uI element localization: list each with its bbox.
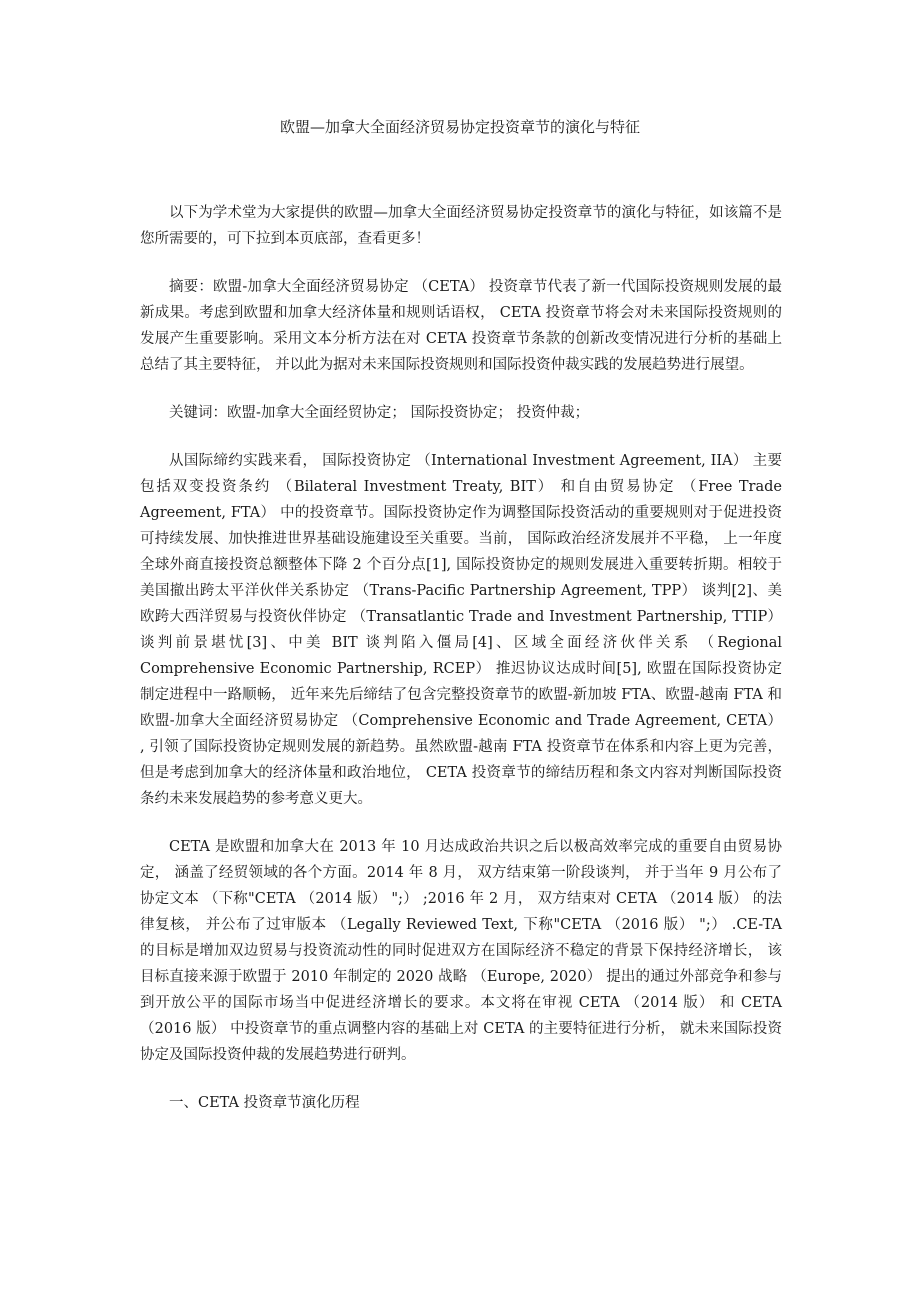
body-paragraph-1: 从国际缔约实践来看， 国际投资协定 （International Investment Agreement, IIA） 主要包括双变投资条约 （Bilateral Investment Treaty, BIT） 和自由贸易协定 （Free Trade Agreement, FTA） 中的投资章节。国际投资协定作为调整国际投资活动的重要规则对于促进投资可持续发展、加快推进世界基础设施建设至关重要。当前， 国际政治经济发展并不平稳， 上一年度全球外商直接投资总额整体下降 2 个百分点[1], 国际投资协定的规则发展进入重要转折期。相较于美国撤出跨太平洋伙伴关系协定 （Trans-Pacific Partnership Agreement, TPP） 谈判[2]、美欧跨大西洋贸易与投资伙伴协定 （Transatlantic Trade and Investment Partnership, TTIP） 谈判前景堪忧[3]、中美 BIT 谈判陷入僵局[4]、区域全面经济伙伴关系 （Regional Comprehensive Economic Partnership, RCEP） 推迟协议达成时间[5], 欧盟在国际投资协定制定进程中一路顺畅， 近年来先后缔结了包含完整投资章节的欧盟-新加坡 FTA、欧盟-越南 FTA 和欧盟-加拿大全面经济贸易协定 （Comprehensive Economic and Trade Agreement, CETA） , 引领了国际投资协定规则发展的新趋势。虽然欧盟-越南 FTA 投资章节在体系和内容上更为完善， 但是考虑到加拿大的经济体量和政治地位， CETA 投资章节的缔结历程和条文内容对判断国际投资条约未来发展趋势的参考意义更大。 (140, 453, 782, 807)
abstract-paragraph: 摘要：欧盟-加拿大全面经济贸易协定 （CETA） 投资章节代表了新一代国际投资规则发展的最新成果。考虑到欧盟和加拿大经济体量和规则话语权， CETA 投资章节将会对未来国际投资规则的发展产生重要影响。采用文本分析方法在对 CETA 投资章节条款的创新改变情况进行分析的基础上总结了其主要特征， 并以此为据对未来国际投资规则和国际投资仲裁实践的发展趋势进行展望。 (140, 279, 782, 373)
document-title: 欧盟—加拿大全面经济贸易协定投资章节的演化与特征 (279, 118, 640, 136)
body-paragraph-2: CETA 是欧盟和加拿大在 2013 年 10 月达成政治共识之后以极高效率完成的重要自由贸易协定， 涵盖了经贸领域的各个方面。2014 年 8 月， 双方结束第一阶段谈判， 并于当年 9 月公布了协定文本 （下称"CETA （2014 版） ";） ;2016 年 2 月， 双方结束对 CETA （2014 版） 的法律复核， 并公布了过审版本 （Legally Reviewed Text, 下称"CETA （2016 版） ";） .CE-TA 的目标是增加双边贸易与投资流动性的同时促进双方在国际经济不稳定的背景下保持经济增长， 该目标直接来源于欧盟于 2010 年制定的 2020 战略 （Europe, 2020） 提出的通过外部竞争和参与到开放公平的国际市场当中促进经济增长的要求。本文将在审视 CETA （2014 版） 和 CETA （2016 版） 中投资章节的重点调整内容的基础上对 CETA 的主要特征进行分析， 就未来国际投资协定及国际投资仲裁的发展趋势进行研判。 (140, 839, 782, 1063)
keywords-paragraph: 关键词：欧盟-加拿大全面经贸协定； 国际投资协定； 投资仲裁； (169, 405, 590, 421)
intro-paragraph: 以下为学术堂为大家提供的欧盟—加拿大全面经济贸易协定投资章节的演化与特征，如该篇不是您所需要的，可下拉到本页底部，查看更多！ (140, 205, 782, 247)
document-body (140, 200, 782, 1116)
section-heading: 一、CETA 投资章节演化历程 (169, 1095, 360, 1111)
